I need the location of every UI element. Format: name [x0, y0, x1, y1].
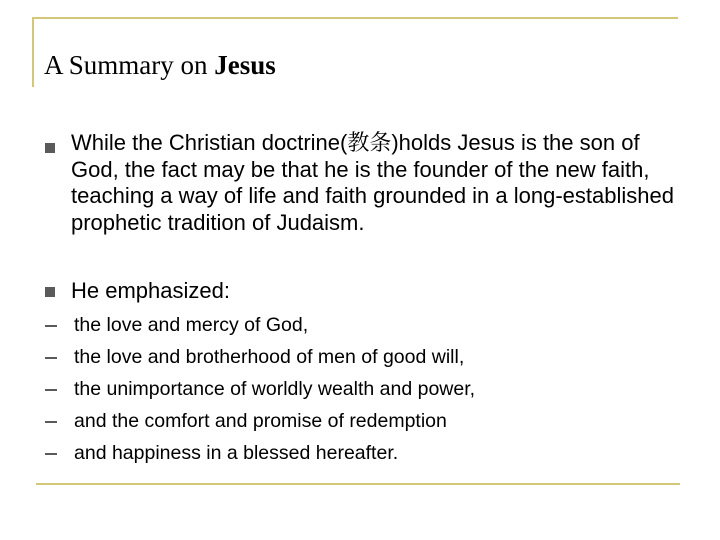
sub-item-text: the unimportance of worldly wealth and power, — [74, 378, 476, 400]
dash-bullet-icon — [45, 325, 57, 327]
square-bullet-icon — [45, 287, 55, 297]
sub-item-text: the love and brotherhood of men of good will, — [74, 346, 465, 368]
bullet-text: He emphasized: — [71, 278, 230, 303]
sub-item-text: and happiness in a blessed hereafter. — [74, 442, 399, 464]
dash-bullet-icon — [45, 453, 57, 455]
dash-bullet-icon — [45, 421, 57, 423]
slide-title — [44, 50, 276, 81]
title-prefix: A Summary on — [44, 50, 215, 80]
frame-bottom-rule — [36, 483, 680, 485]
sub-item-text: and the comfort and promise of redemption — [74, 410, 447, 432]
square-bullet-icon — [45, 143, 55, 153]
dash-bullet-icon — [45, 389, 57, 391]
dash-bullet-icon — [45, 357, 57, 359]
frame-left-rule — [32, 17, 34, 87]
sub-item-text: the love and mercy of God, — [74, 314, 309, 336]
frame-top-rule — [32, 17, 678, 19]
title-emphasis: Jesus — [214, 50, 276, 80]
bullet-text: While the Christian doctrine(教条)holds Jesus is the son of God, the fact may be that he is the founder of the new faith, teaching a way of life and faith grounded in a long-established prophetic tradition of Judaism. — [71, 130, 674, 235]
